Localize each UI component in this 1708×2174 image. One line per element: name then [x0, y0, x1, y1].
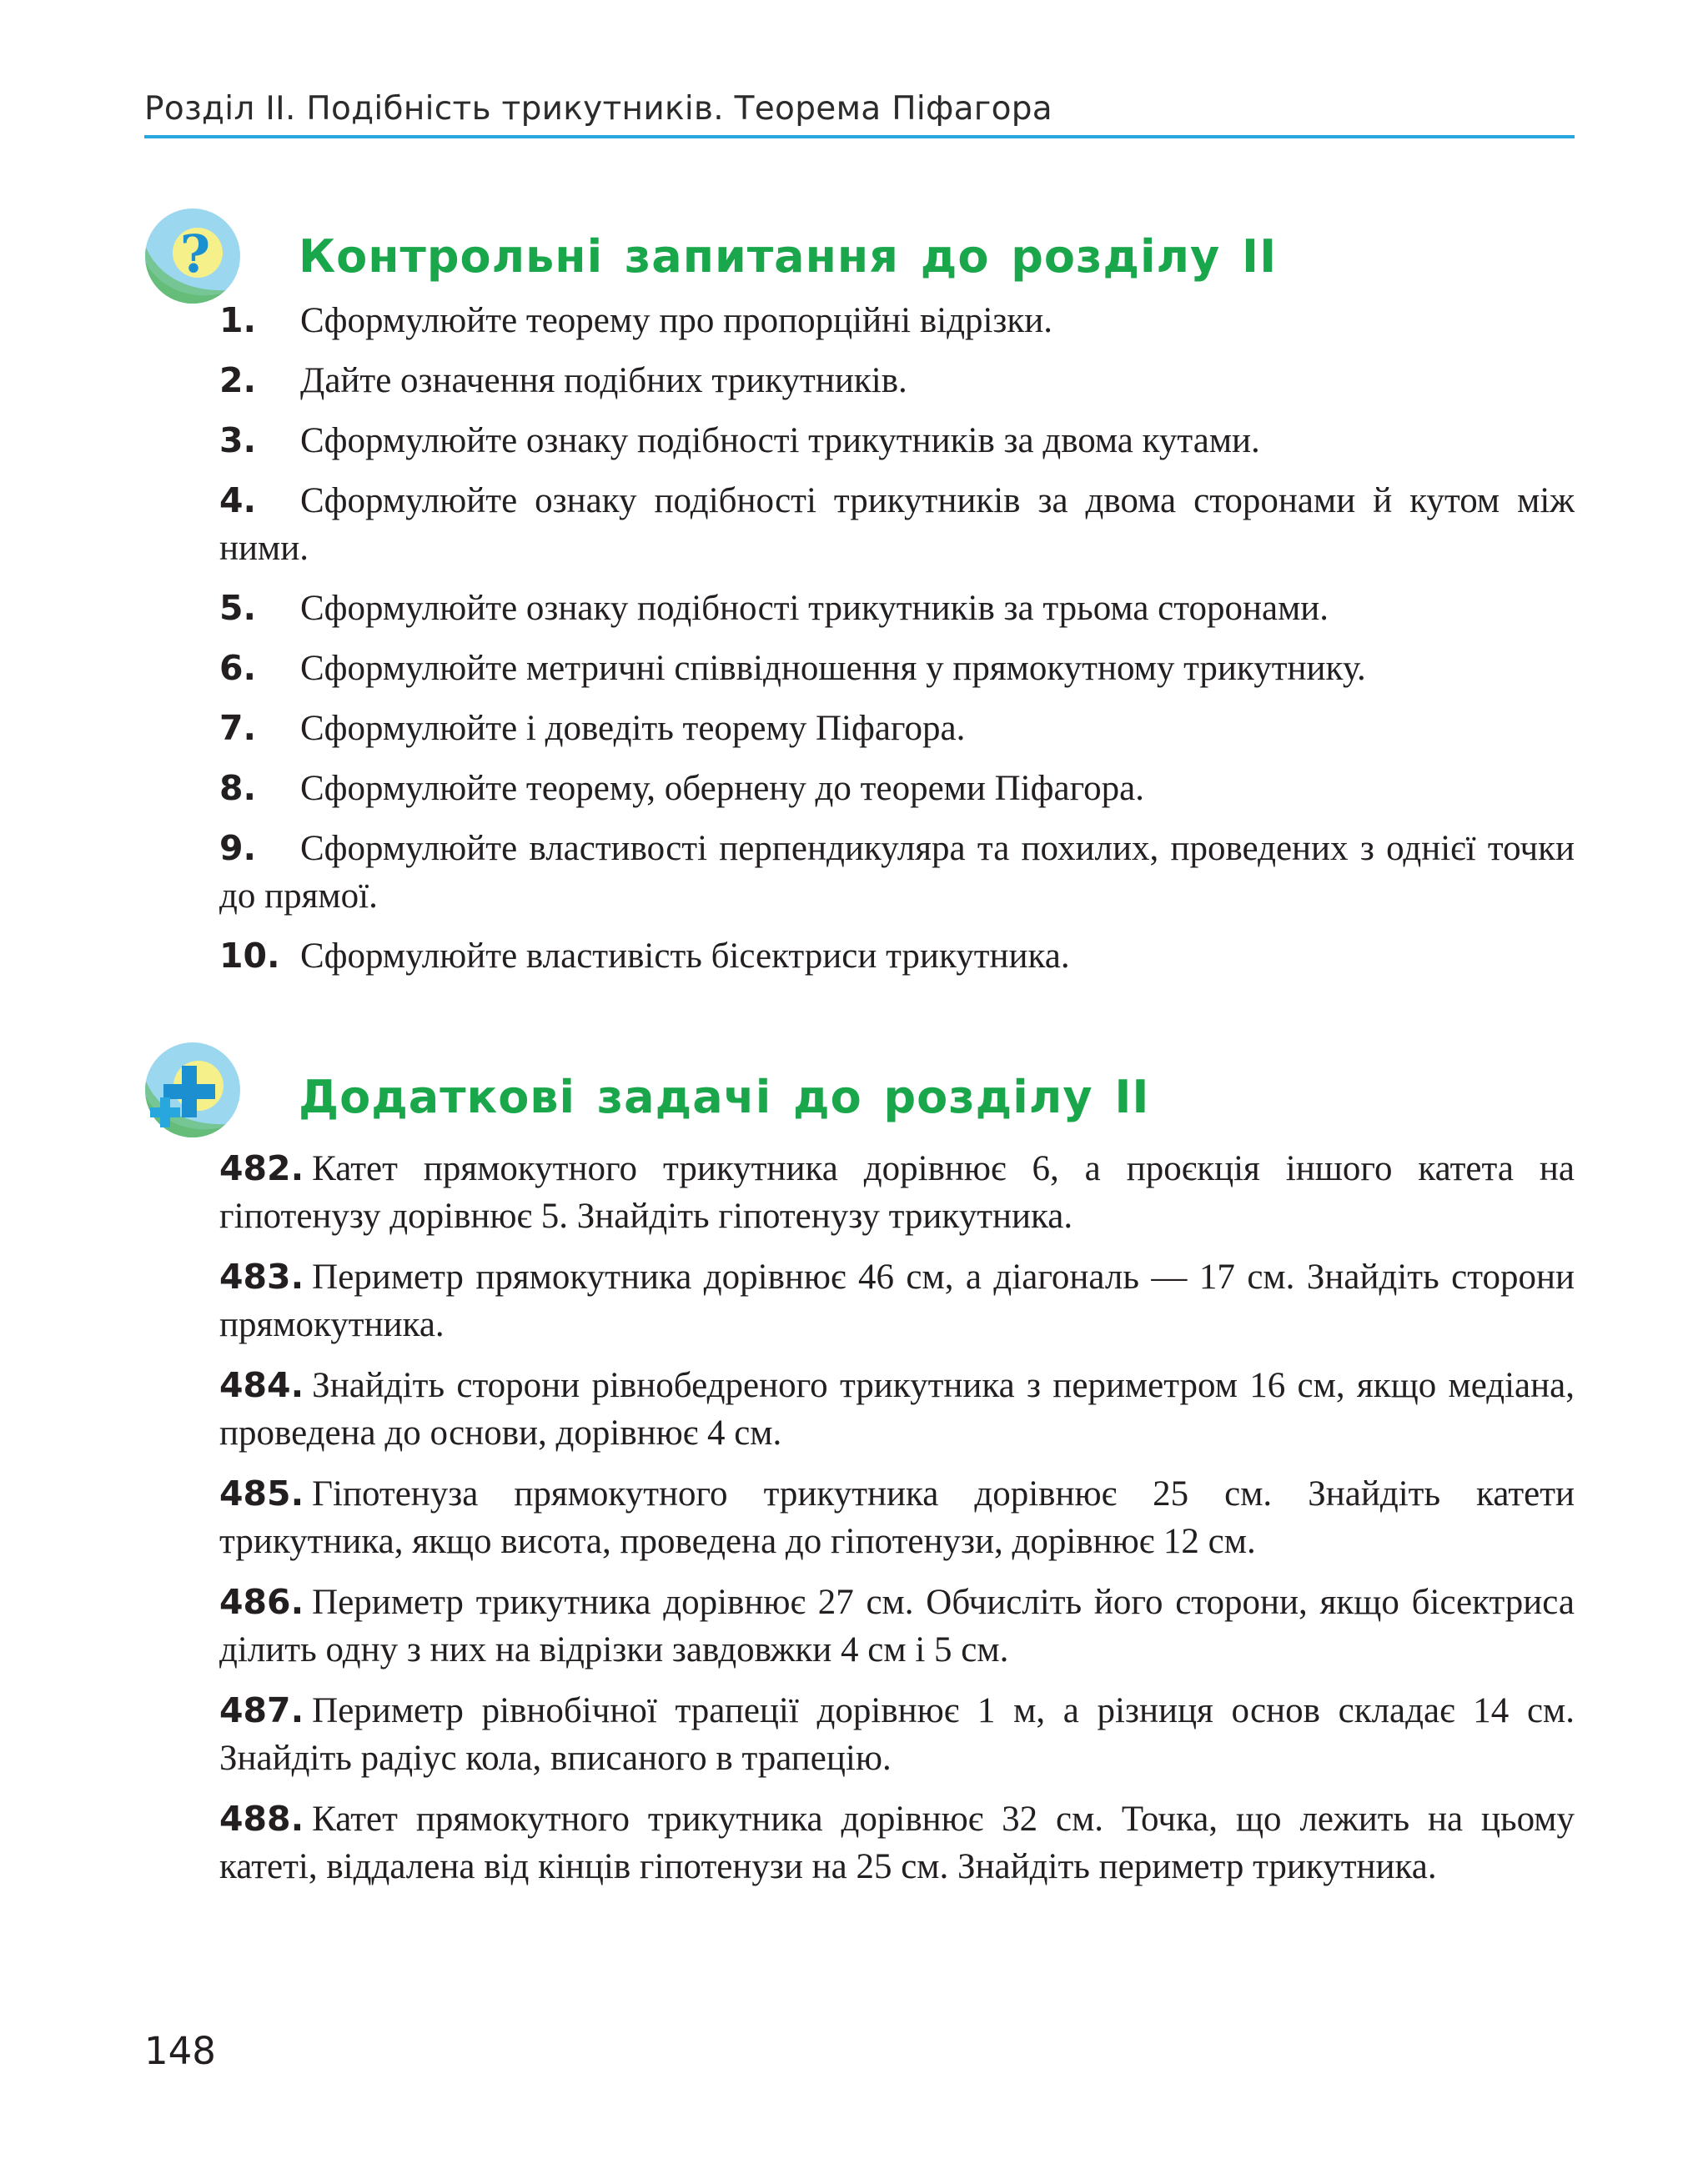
question-text: Сформулюйте метричні співвідношення у прямокутному трикутнику.: [300, 649, 1366, 688]
control-questions-list: [219, 297, 1575, 992]
list-item: [219, 1579, 1575, 1674]
list-item: [219, 932, 1575, 980]
problem-number: 488.: [219, 1799, 304, 1839]
problem-number: 485.: [219, 1474, 304, 1514]
list-item: [219, 1253, 1575, 1348]
question-number: 8.: [219, 768, 257, 808]
question-number: 9.: [219, 828, 257, 868]
problem-text: Знайдіть сторони рівнобедреного трикутника з периметром 16 см, якщо медіана, проведена до основи, дорівнює 4 см.: [219, 1366, 1575, 1453]
list-item: [219, 585, 1575, 632]
question-text: Дайте означення подібних трикутників.: [300, 361, 907, 400]
problem-text: Периметр прямокутника дорівнює 46 см, а діагональ — 17 см. Знайдіть сторони прямокутника.: [219, 1258, 1575, 1344]
question-number: 10.: [219, 936, 280, 976]
list-item: [219, 765, 1575, 812]
question-number: 7.: [219, 708, 257, 748]
question-text: Сформулюйте властивості перпендикуляра та похилих, проведених з однієї точки до прямої.: [219, 829, 1575, 916]
list-item: [219, 1795, 1575, 1890]
question-text: Сформулюйте і доведіть теорему Піфагора.: [300, 709, 966, 748]
question-number: 2.: [219, 360, 257, 400]
question-text: Сформулюйте властивість бісектриси трикутника.: [300, 936, 1070, 976]
problem-number: 483.: [219, 1257, 304, 1297]
additional-problems-list: [219, 1145, 1575, 1904]
problem-text: Катет прямокутного трикутника дорівнює 6, а проєкція іншого катета на гіпотенузу дорівнює 5. Знайдіть гіпотенузу трикутника.: [219, 1149, 1575, 1236]
question-mark-icon: [143, 207, 242, 305]
question-number: 5.: [219, 588, 257, 628]
running-head: Розділ II. Подібність трикутників. Теорема Піфагора: [144, 90, 1052, 128]
section-title-additional-problems: Додаткові задачі до розділу II: [299, 1071, 1150, 1123]
question-number: 3.: [219, 420, 257, 460]
problem-number: 487.: [219, 1690, 304, 1730]
list-item: [219, 1687, 1575, 1782]
list-item: [219, 477, 1575, 572]
header-rule: [144, 135, 1575, 138]
question-number: 6.: [219, 648, 257, 688]
problem-text: Периметр трикутника дорівнює 27 см. Обчисліть його сторони, якщо бісектриса ділить одну з них на відрізки завдовжки 4 см і 5 см.: [219, 1583, 1575, 1669]
question-text: Сформулюйте ознаку подібності трикутників за трьома сторонами.: [300, 589, 1329, 628]
list-item: [219, 825, 1575, 920]
list-item: [219, 1362, 1575, 1457]
list-item: [219, 1470, 1575, 1565]
problem-text: Гіпотенуза прямокутного трикутника дорівнює 25 см. Знайдіть катети трикутника, якщо висота, проведена до гіпотенузи, дорівнює 12 см.: [219, 1474, 1575, 1561]
list-item: [219, 705, 1575, 752]
problem-text: Катет прямокутного трикутника дорівнює 32 см. Точка, що лежить на цьому катеті, віддалена від кінців гіпотенузи на 25 см. Знайдіть периметр трикутника.: [219, 1800, 1575, 1886]
svg-text:?: ?: [179, 223, 211, 284]
list-item: [219, 357, 1575, 404]
question-text: Сформулюйте теорему, обернену до теореми Піфагора.: [300, 769, 1144, 808]
plus-signs-icon: [143, 1041, 242, 1139]
list-item: [219, 417, 1575, 464]
question-number: 1.: [219, 300, 257, 340]
list-item: [219, 1145, 1575, 1240]
problem-number: 482.: [219, 1148, 304, 1188]
problem-number: 484.: [219, 1365, 304, 1405]
list-item: [219, 297, 1575, 344]
problem-number: 486.: [219, 1582, 304, 1622]
page-number: 148: [144, 2029, 216, 2073]
section-title-control-questions: Контрольні запитання до розділу II: [299, 230, 1278, 283]
question-number: 4.: [219, 480, 257, 520]
question-text: Сформулюйте ознаку подібності трикутників за двома кутами.: [300, 421, 1260, 460]
question-text: Сформулюйте ознаку подібності трикутників за двома сторонами й кутом між ними.: [219, 481, 1575, 568]
list-item: [219, 645, 1575, 692]
problem-text: Периметр рівнобічної трапеції дорівнює 1 м, а різниця основ складає 14 см. Знайдіть радіус кола, вписаного в трапецію.: [219, 1691, 1575, 1778]
question-text: Сформулюйте теорему про пропорційні відрізки.: [300, 301, 1053, 340]
